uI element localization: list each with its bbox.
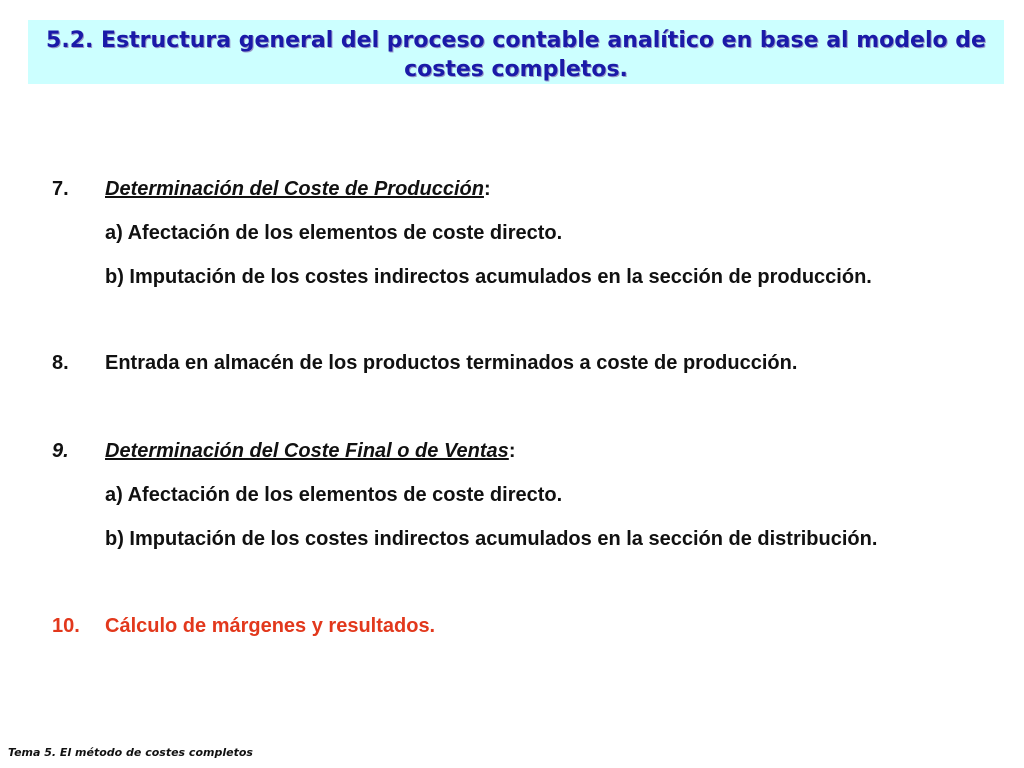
slide-title: 5.2. Estructura general del proceso contable analítico en base al modelo de costes completos. [46,28,986,82]
item-10-heading: Cálculo de márgenes y resultados. [105,615,436,637]
item-7-number: 7. [52,178,69,200]
item-9-heading: Determinación del Coste Final o de Ventas [105,440,509,462]
item-9-subitem-b-text: b) Imputación de los costes indirectos acumulados en la sección de distribución. [105,528,878,550]
item-9-subitem-a-text: a) Afectación de los elementos de coste directo. [105,484,563,506]
item-7-heading: Determinación del Coste de Producción [105,178,484,200]
item-7-subitem-b-text: b) Imputación de los costes indirectos acumulados en la sección de producción. [105,266,872,288]
item-8-number: 8. [52,352,69,374]
item-10-number: 10. [52,615,80,637]
item-9-number: 9. [52,440,69,462]
item-7-subitem-a-text: a) Afectación de los elementos de coste directo. [105,222,563,244]
item-9-suffix: : [508,440,516,462]
item-8-heading: Entrada en almacén de los productos terminados a coste de producción. [105,352,798,374]
slide-footer: Tema 5. El método de costes completos [8,746,253,759]
item-7-suffix: : [483,178,491,200]
